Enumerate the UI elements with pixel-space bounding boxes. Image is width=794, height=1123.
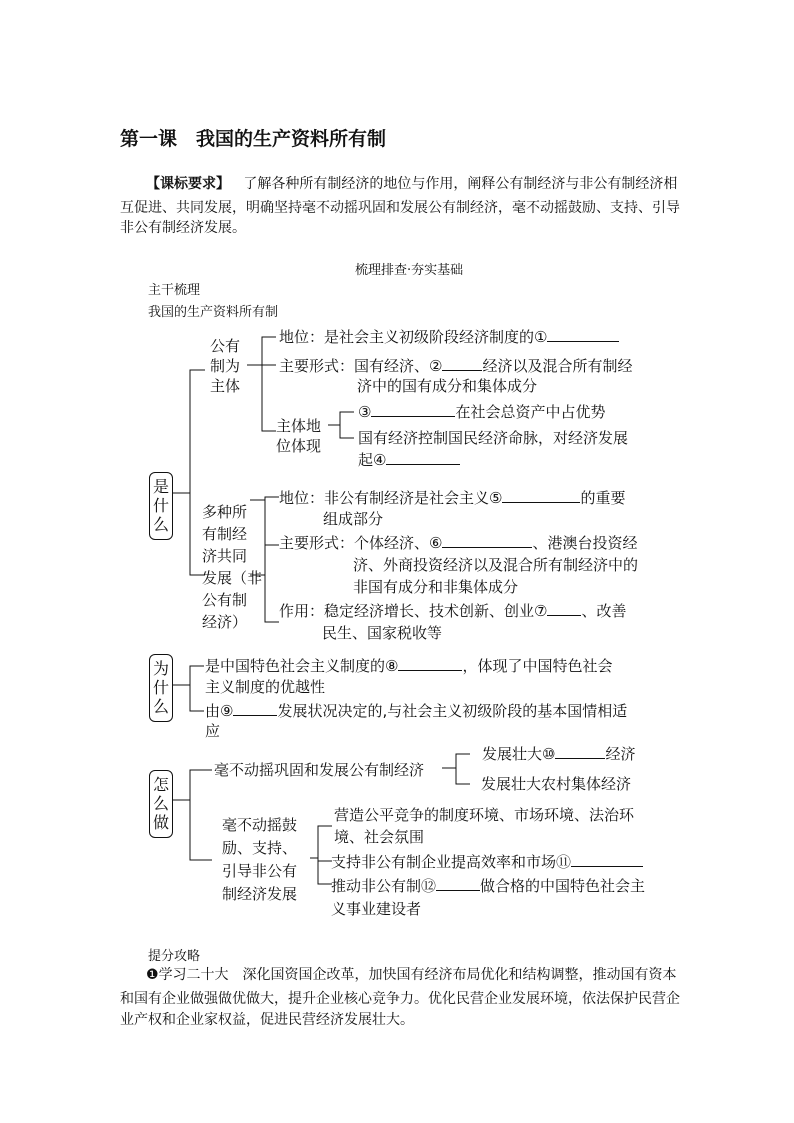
- nonpublic-role-1: 作用：稳定经济增长、技术创新、创业⑦ 、改善: [279, 602, 627, 620]
- blank-11[interactable]: [571, 852, 643, 867]
- tips-line-3: 业产权和企业家权益，促进民营经济发展壮大。: [120, 1012, 414, 1028]
- blank-6[interactable]: [442, 533, 532, 548]
- how-nonpublic-3: 支持非公有制企业提高效率和市场⑪: [331, 852, 643, 872]
- nonpublic-status-2: 组成部分: [323, 510, 384, 528]
- blank-3[interactable]: [371, 402, 455, 417]
- why-label-box: 为 什 么: [149, 654, 173, 722]
- requirement-line-2: 互促进、共同发展，明确坚持毫不动摇巩固和发展公有制经济，毫不动摇鼓励、支持、引导: [120, 200, 680, 216]
- nonpublic-status-1: 地位：非公有制经济是社会主义⑤ 的重要: [279, 489, 626, 507]
- blank-2[interactable]: [442, 356, 482, 371]
- public-forms-2: 济中的国有成分和集体成分: [357, 377, 538, 395]
- page-title: 第一课 我国的生产资料所有制: [120, 128, 387, 150]
- tips-line-2: 和国有企业做强做优做大，提升企业核心竞争力。优化民营企业发展环境，依法保护民营企: [120, 991, 680, 1007]
- public-ownership-label: 公有 制为 主体: [210, 337, 241, 395]
- main-body-2: 国有经济控制国民经济命脉，对经济发展: [358, 429, 629, 447]
- multi-ownership-label: 多种所 有制经 济共同 发展（非 公有制 经济）: [202, 503, 263, 631]
- how-nonpublic-4: 推动非公有制⑫ 做合格的中国特色社会主: [331, 877, 646, 895]
- blank-8[interactable]: [398, 656, 462, 671]
- why-line-1: 是中国特色社会主义制度的⑧ ，体现了中国特色社会: [205, 657, 613, 675]
- how-nonpublic-5: 义事业建设者: [331, 900, 422, 918]
- why-line-4: 应: [205, 722, 221, 740]
- public-forms-1: 主要形式：国有经济、② 经济以及混合所有制经: [279, 357, 633, 375]
- blank-7[interactable]: [547, 601, 581, 616]
- how-public-2: 发展壮大农村集体经济: [481, 775, 632, 793]
- blank-9[interactable]: [233, 701, 277, 716]
- blank-5[interactable]: [502, 488, 580, 503]
- how-nonpublic-label: 毫不动摇鼓 励、支持、 引导非公有 制经济发展: [222, 816, 298, 903]
- how-public-1: 发展壮大⑩ 经济: [482, 745, 636, 763]
- nonpublic-role-2: 民生、国家税收等: [322, 624, 443, 642]
- what-label-box: 是 什 么: [149, 472, 173, 540]
- requirement-line-1: 【课标要求】 了解各种所有制经济的地位与作用，阐释公有制经济与非公有制经济相: [146, 176, 678, 192]
- tips-heading: 提分攻略: [148, 949, 201, 964]
- main-body-label: 主体地 位体现: [276, 417, 322, 455]
- blank-4[interactable]: [386, 450, 460, 465]
- main-body-3: 起④: [358, 450, 460, 470]
- requirement-line-3: 非公有制经济发展。: [120, 220, 246, 236]
- why-line-3: 由⑨ 发展状况决定的,与社会主义初级阶段的基本国情相适: [205, 702, 628, 720]
- how-label-box: 怎 么 做: [149, 770, 173, 838]
- section-heading: 梳理排查·夯实基础: [355, 263, 464, 278]
- tips-line-1: ❶学习二十大 深化国资国企改革，加快国有经济布局优化和结构调整，推动国有资本: [146, 967, 677, 983]
- nonpublic-forms-1: 主要形式：个体经济、⑥ 、港澳台投资经: [279, 534, 638, 552]
- how-nonpublic-1: 营造公平竞争的制度环境、市场环境、法治环: [334, 806, 635, 824]
- nonpublic-forms-3: 非国有成分和非集体成分: [353, 578, 519, 596]
- public-status: 地位：是社会主义初级阶段经济制度的①: [279, 327, 619, 347]
- why-line-2: 主义制度的优越性: [205, 678, 326, 696]
- blank-10[interactable]: [555, 744, 605, 759]
- tips-marker: ❶: [146, 967, 159, 983]
- sub-heading: 主干梳理: [148, 283, 201, 298]
- blank-12[interactable]: [436, 876, 480, 891]
- how-public: 毫不动摇巩固和发展公有制经济: [214, 761, 425, 779]
- how-nonpublic-2: 境、社会氛围: [334, 828, 425, 846]
- blank-1[interactable]: [547, 327, 619, 342]
- main-body-1: ③ 在社会总资产中占优势: [358, 403, 606, 421]
- nonpublic-forms-2: 济、外商投资经济以及混合所有制经济中的: [353, 556, 639, 574]
- map-title: 我国的生产资料所有制: [148, 305, 279, 320]
- requirement-label: 【课标要求】: [146, 176, 230, 192]
